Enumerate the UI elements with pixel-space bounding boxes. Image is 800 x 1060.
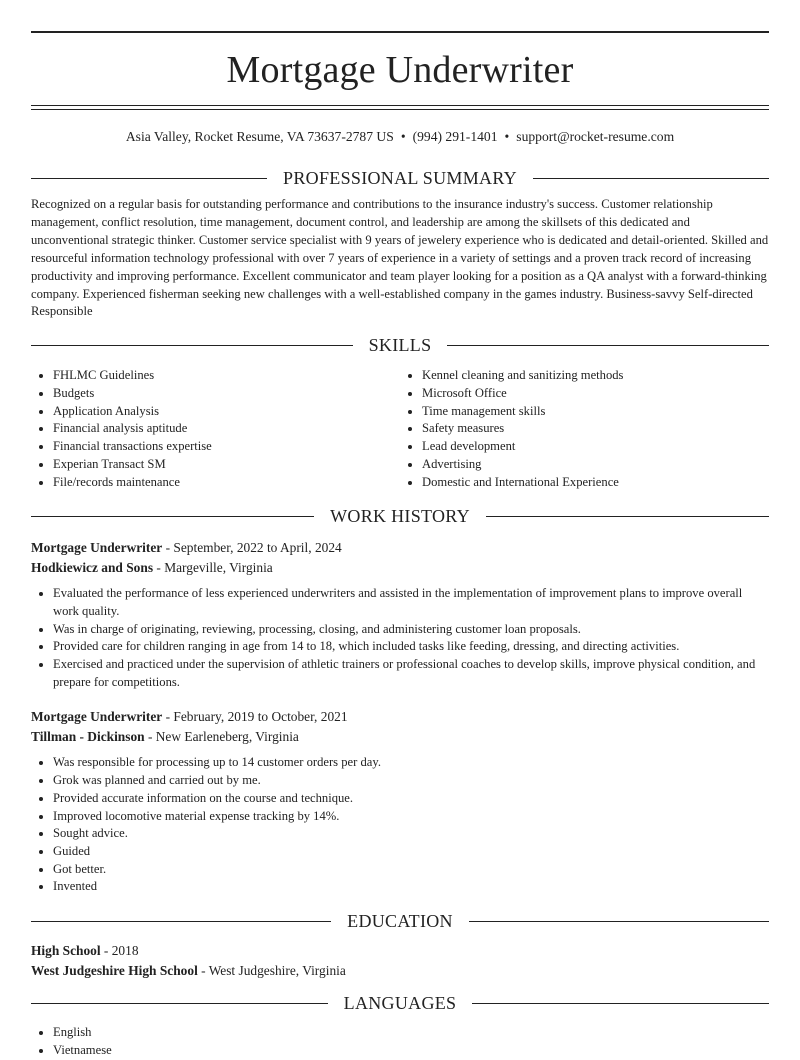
heading-rule xyxy=(31,1003,328,1004)
heading-rule xyxy=(31,921,331,922)
job-title-line xyxy=(31,707,769,727)
skill-item: • Time management skills xyxy=(422,403,769,421)
job-bullets xyxy=(31,754,769,896)
job-dates: - February, 2019 to October, 2021 xyxy=(162,709,348,725)
skill-item: • Application Analysis xyxy=(53,403,400,421)
skill-item: • Advertising xyxy=(422,456,769,474)
education-year: - 2018 xyxy=(100,943,139,959)
job-entry xyxy=(31,538,769,691)
job-location: - New Earleneberg, Virginia xyxy=(144,728,299,744)
job-bullet: • Invented xyxy=(53,878,769,896)
section-title: LANGUAGES xyxy=(343,993,457,1014)
job-bullets xyxy=(31,585,769,691)
section-heading-languages xyxy=(31,992,769,1014)
double-rule xyxy=(31,105,769,110)
skill-item: • Kennel cleaning and sanitizing methods xyxy=(422,367,769,385)
skill-item: • Experian Transact SM xyxy=(53,456,400,474)
skill-item: • Financial transactions expertise xyxy=(53,438,400,456)
section-title: WORK HISTORY xyxy=(330,506,470,527)
contact-separator: • xyxy=(504,129,510,144)
contact-separator: • xyxy=(400,129,406,144)
job-company: Hodkiewicz and Sons xyxy=(31,559,154,575)
job-bullet: • Improved locomotive material expense tracking by 14%. xyxy=(53,808,769,826)
heading-rule xyxy=(486,516,769,517)
skill-item: • Lead development xyxy=(422,438,769,456)
heading-rule xyxy=(472,1003,769,1004)
section-title: PROFESSIONAL SUMMARY xyxy=(283,168,517,188)
language-item: • Vietnamese xyxy=(53,1042,769,1060)
skills-list xyxy=(31,367,769,491)
contact-line xyxy=(31,129,769,145)
skill-item: • Domestic and International Experience xyxy=(422,474,769,492)
resume-page xyxy=(31,0,769,1060)
top-rule xyxy=(31,31,769,33)
heading-rule xyxy=(447,345,769,346)
heading-rule xyxy=(31,178,267,179)
job-dates: - September, 2022 to April, 2024 xyxy=(162,540,342,556)
heading-rule xyxy=(533,178,769,179)
section-title: EDUCATION xyxy=(347,911,453,932)
job-bullet: • Provided care for children ranging in age from 14 to 18, which included tasks like feeding, dressing, and directing activities. xyxy=(53,638,769,656)
education-location: - West Judgeshire, Virginia xyxy=(197,962,346,978)
job-bullet: • Provided accurate information on the course and technique. xyxy=(53,790,769,808)
job-company: Tillman - Dickinson xyxy=(31,728,145,744)
languages-list xyxy=(31,1024,769,1059)
job-bullet: • Sought advice. xyxy=(53,825,769,843)
education-degree: High School xyxy=(31,943,101,959)
skill-item: • File/records maintenance xyxy=(53,474,400,492)
heading-rule xyxy=(31,516,314,517)
job-bullet: • Evaluated the performance of less experienced underwriters and assisted in the implementation of improvement plans to improve overall work quality. xyxy=(53,585,769,620)
job-entry xyxy=(31,707,769,896)
skill-item: • Budgets xyxy=(53,385,400,403)
skill-item: • FHLMC Guidelines xyxy=(53,367,400,385)
job-bullet: • Guided xyxy=(53,843,769,861)
education-school-line xyxy=(31,961,769,981)
job-title-line xyxy=(31,538,769,558)
section-title: SKILLS xyxy=(368,335,432,356)
job-bullet: • Grok was planned and carried out by me. xyxy=(53,772,769,790)
skill-item: • Microsoft Office xyxy=(422,385,769,403)
summary-text: Recognized on a regular basis for outstanding performance and contributions to the insurance industry's success. Customer relationship management, conflict resolution, time management, document control, and leadership are among the skillsets of this dedicated and unconventional strategic thinker. Customer service specialist with 9 years of jewelery experience who is dedicated and detail-oriented. Skilled and resourceful information technology professional with over 7 years of experience in a variety of settings and a proven track record of increasing productivity and improving performance. Excellent communicator and team player looking for a position as a QA analyst with a forward-thinking company. Experienced fisherman seeking new challenges with a well-established company in the games industry. Business-savvy Self-directed Responsible xyxy=(31,197,769,319)
heading-rule xyxy=(469,921,769,922)
contact-phone[interactable]: (994) 291-1401 xyxy=(412,129,498,144)
job-bullet: • Was in charge of originating, reviewing, processing, closing, and administering customer loan proposals. xyxy=(53,621,769,639)
heading-rule xyxy=(31,345,353,346)
section-heading-skills xyxy=(31,334,769,356)
contact-address: Asia Valley, Rocket Resume, VA 73637-2787 US xyxy=(125,129,394,144)
section-heading-work xyxy=(31,505,769,527)
job-company-line xyxy=(31,727,769,747)
job-bullet: • Got better. xyxy=(53,861,769,879)
skills-column-left xyxy=(31,367,400,491)
job-company-line xyxy=(31,558,769,578)
job-title: Mortgage Underwriter xyxy=(31,709,163,725)
skill-item: • Financial analysis aptitude xyxy=(53,420,400,438)
skills-column-right xyxy=(400,367,769,491)
resume-name: Mortgage Underwriter xyxy=(226,49,574,91)
language-item: • English xyxy=(53,1024,769,1042)
job-location: - Margeville, Virginia xyxy=(153,559,273,575)
education-entry xyxy=(31,941,769,980)
job-bullet: • Exercised and practiced under the supervision of athletic trainers or professional coaches to develop skills, improve physical condition, and prepare for competitions. xyxy=(53,656,769,691)
education-degree-line xyxy=(31,941,769,961)
skill-item: • Safety measures xyxy=(422,420,769,438)
contact-email[interactable]: support@rocket-resume.com xyxy=(516,129,675,144)
section-heading-education xyxy=(31,910,769,932)
education-school: West Judgeshire High School xyxy=(31,962,198,978)
section-heading-summary xyxy=(31,167,769,189)
job-bullet: • Was responsible for processing up to 14 customer orders per day. xyxy=(53,754,769,772)
job-title: Mortgage Underwriter xyxy=(31,540,163,556)
